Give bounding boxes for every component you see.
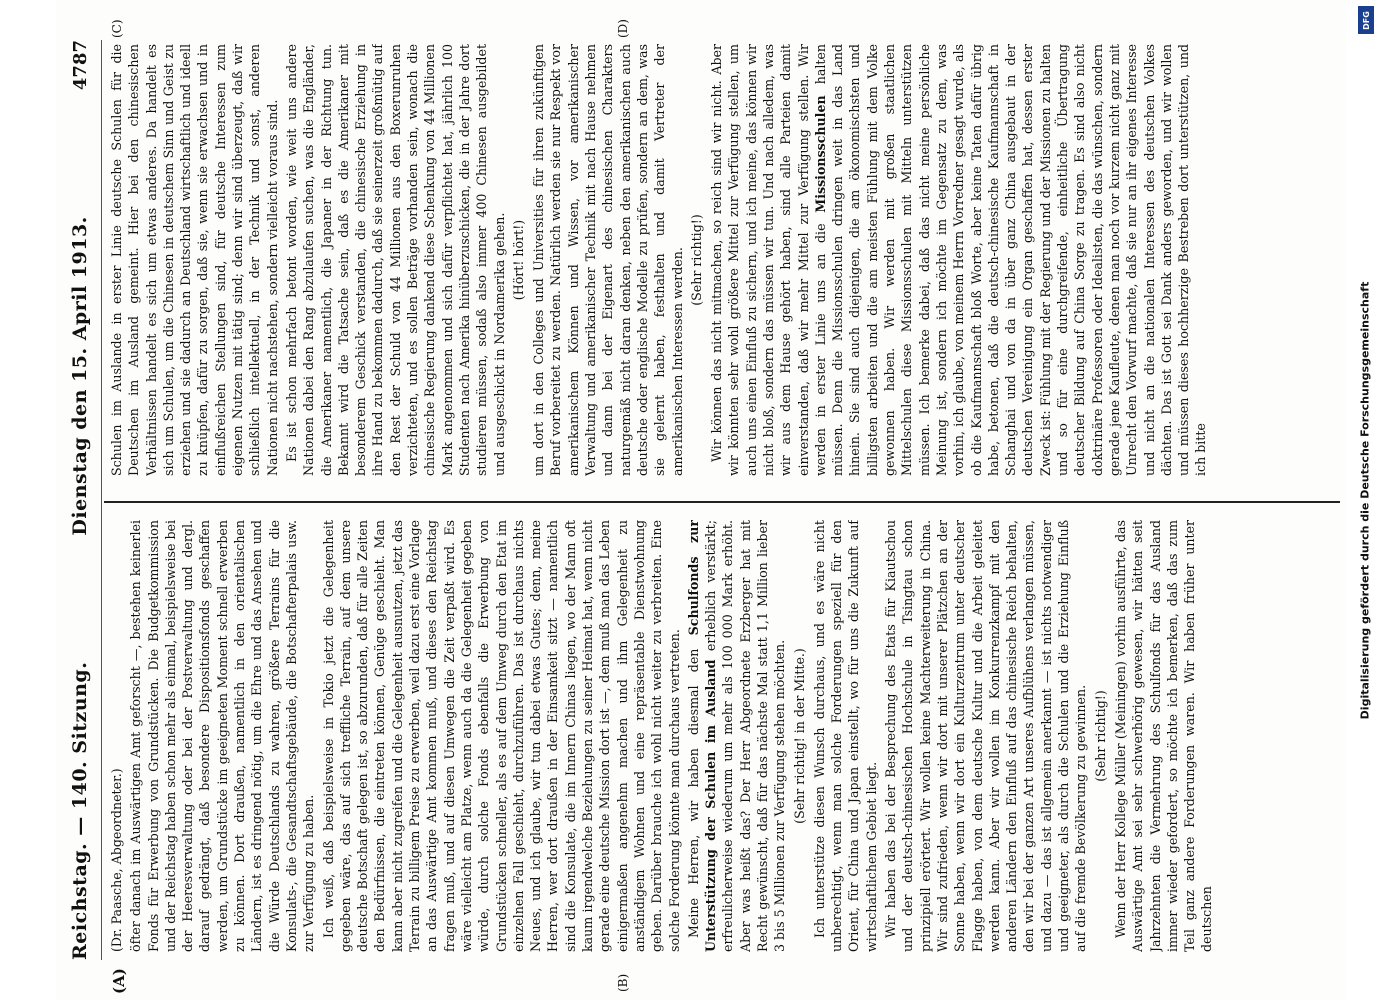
paragraph-rest: erheblich verstärkt; erfreulicherweise wiederum um mehr als 100 000 Mark erhöht. Aber was heißt das? Der Herr Abgeordnete Erzberger hat mit Recht gewünscht, daß für das nächste Mal statt 1,1 Million lieber 3 bis 5 Millionen zur Verfügung stehen möchten. — [703, 520, 788, 952]
header-left-title: Reichstag. — 140. Sitzung. — [69, 661, 91, 960]
paragraph: um dort in den Colleges und Universities für ihren zukünftigen Beruf vorbereitet zu werden. Natürlich werden sie nur Respekt vor amerikanischem Können und Wissen, vor amerikanischer Verwaltung und amerikanischer Technik mit nach Hause nehmen und dann bei der Eigenart des chinesischen Charakters naturgemäß nicht daran denken, neben den amerikanischen auch deutsche oder englische Modelle zu prüfen, sondern an dem, was sie gelernt haben, festhalten und damit Vertreter der amerikanischen Interessen werden. — [531, 44, 685, 476]
header-right-title: Dienstag den 15. April 1913. — [69, 216, 91, 536]
paragraph-rest: halten müssen. Denn die Missionsschulen dringen weit in das Land hinein. Sie sind auch diejenigen, die am ökonomischsten und billigsten arbeiten und die am meisten Fühlung mit dem Volke gewonnen haben. Wir werden mit großen staatlichen Mittelschulen diese Missionsschulen mit Mitteln unterstützen müssen. Ich bemerke dabei, daß das nicht meine persönliche Meinung ist, sondern ich möchte im Gegensatz zu dem, was vorhin, ich glaube, von meinem Herrn Vorredner gesagt wurde, als ob die Kaufmannschaft bloß Worte, aber keine Taten dafür übrig habe, betonen, daß die deutsch-chinesische Kaufmannschaft in Schanghai und von da in über ganz China ausgebaut in der deutschen Vereinigung ein Organ geschaffen hat, dessen erster Zweck ist: Fühlung mit der Regierung und der Missionen zu halten und so für eine durchgreifende, einheitliche Übertragung deutscher Bildung auf China Sorge zu tragen. Es sind also nicht doktrinäre Professoren oder Idealisten, die das wünschen, sondern gerade jene Kaufleute, denen man noch vor kurzem nicht ganz mit Unrecht den Vorwurf machte, daß sie nur an ihr eigenes Interesse und nicht an die nationalen Interessen des deutschen Volkes dächten. Das ist Gott sei Dank anders geworden, und wir wollen und müssen dieses hochherzige Bestreben dort unterstützen, und ich bitte — [812, 44, 1209, 476]
paragraph-intro: Wir können das nicht mitmachen, so reich sind wir nicht. Aber wir könnten sehr wohl größere Mittel zur Verfügung stellen, um auch uns einen Einfluß zu sichern, und ich meine, das können wir nicht bloß, sondern das müssen wir tun. Und nach alledem, was wir aus dem Hause gehört haben, sind alle Parteien damit einverstanden, daß wir mehr Mittel zur Verfügung stellen. Wir werden in erster Linie uns an die — [709, 44, 828, 476]
paragraph: Ich unterstütze diesen Wunsch durchaus, und es wäre nicht unberechtigt, wenn man solche Forderungen speziell für den Orient, für China und Japan einstellt, wo für uns die Zukunft auf wirtschaftlichem Gebiet liegt. — [811, 520, 879, 952]
paragraph: öfter danach im Auswärtigen Amt geforscht —, bestehen keinerlei Fonds für Erwerbung von Grundstücken. Die Budgetkommission und der Reichstag haben schon mehr als einmal, beispielsweise bei der Heeresverwaltung oder bei der Postverwaltung und dergl. darauf gedrängt, daß besondere Dispositionsfonds geschaffen werden, um Grundstücke im geeigneten Moment schnell erwerben zu können. Dort draußen, namentlich in den orientalischen Ländern, ist es dringend nötig, um die Ehre und das Ansehen und die Würde Deutschlands zu wahren, größere Terrains für die Konsulats-, die Gesandtschaftsgebäude, die Botschafterpalais usw. zur Verfügung zu haben. — [128, 520, 317, 952]
paragraph: Schulen im Auslande in erster Linie deutsche Schulen für die Deutschen im Ausland gemeint. Hier bei den chinesischen Verhältnissen handelt es sich um etwas anderes. Da handelt es sich um Schulen, um die Chinesen in deutschem Sinn und Geist zu erziehen und sie dadurch an Deutschland wirtschaftlich und ideell zu knüpfen, dafür zu sorgen, daß sie, wenn sie erwachsen und in einflußreichen Stellungen sind, für deutsche Interessen zum eigenen Nutzen mit tätig sind; denn wir sind überzeugt, daß wir schließlich intellektuell, in der Technik und sonst, anderen Nationen nicht nachstehen, sondern vielleicht voraus sind. — [109, 44, 280, 476]
page-header — [60, 40, 100, 960]
digitization-note — [1354, 8, 1376, 992]
left-column — [108, 520, 1340, 952]
margin-mark-b: (B) — [616, 973, 630, 992]
page-number: 4787 — [69, 40, 91, 91]
digitization-note-text: Digitalisierung gefördert durch die Deutsche Forschungsgemeinschaft — [1358, 281, 1372, 719]
column-divider — [104, 501, 1340, 503]
interjection: (Sehr richtig!) — [1092, 690, 1108, 782]
margin-mark-d: (D) — [616, 19, 630, 38]
paragraph: Wir haben das bei der Besprechung des Etats für Kiautschou und der deutsch-chinesischen Hochschule in Tsingtau schon prinzipiell erörtert. Wir wollen keine Machterweiterung in China. Wir sind zufrieden, wenn wir dort mit unserer Plätzchen an der Sonne haben, wenn wir dort ein Kulturzentrum unter deutscher Flagge haben, von dem deutsche Kultur und die Arbeit geleitet werden kann. Aber wir wollen im Konkurrenzkampf mit den anderen Ländern den Einfluß auf das chinesische Reich behalten, den wir bei der ganzen Art unseres Aufblühens verlangen müssen, und dazu — das ist allgemein anerkannt — ist nichts notwendiger und geeigneter, als durch die Schulen und die Erziehung Einfluß auf die fremde Bevölkerung zu gewinnen. — [883, 520, 1089, 952]
emphasis-schulfonds: Schulfonds zur Unterstützung der Schulen im Ausland — [685, 520, 719, 952]
emphasis-missionsschulen: Missionsschulen — [812, 84, 828, 213]
speaker-line: (Dr. Paasche, Abgeordneter.) — [109, 768, 124, 952]
paragraph — [685, 520, 789, 952]
dfg-logo-text: DFG — [1361, 10, 1371, 30]
newspaper-sheet — [56, 0, 1346, 1000]
paragraph: Ich weiß, daß beispielsweise in Tokio jetzt die Gelegenheit gegeben wäre, das auf sich treffliche Terrain, auf dem unsere deutsche Botschaft gelegen ist, so abzurunden, daß für alle Zeiten den Bedürfnissen, die eintreten können, Genüge geschieht. Man kann aber nicht zugreifen und die Gelegenheit ausnutzen, jetzt das Terrain zu billigem Preise zu erwerben, weil dazu erst eine Vorlage an das Auswärtige Amt kommen muß, und dieses den Reichstag fragen muß, und auf diesen Umwegen die Zeit verpaßt wird. Es wäre vielleicht am Platze, wenn auch da die Gelegenheit gegeben würde, durch solche Fonds ebenfalls die Erwerbung von Grundstücken schneller, als es auf dem Umweg durch den Etat im einzelnen Fall geschieht, durchzuführen. Das ist durchaus nichts Neues, und ich glaube, wir tun dabei etwas Gutes; denn, meine Herren, wer dort draußen in der Einsamkeit sitzt — namentlich sind die Konsulate, die im Innern Chinas liegen, wo der Mann oft kaum irgendwelche Beziehungen zu seiner Heimat hat, wenn nicht gerade eine deutsche Mission dort ist —, dem muß man das Leben einigermaßen angenehm machen und ihm Gelegenheit zu anständigem Wohnen und eine repräsentable Dienstwohnung geben. Darüber brauche ich wohl nicht weiter zu verbreiten. Eine solche Forderung könnte man durchaus vertreten. — [320, 520, 682, 952]
header-rule — [101, 40, 102, 960]
interjection: (Hört! hört!) — [510, 219, 526, 301]
interjection: (Sehr richtig!) — [688, 214, 704, 306]
paragraph: Wenn der Herr Kollege Müller (Meiningen) vorhin ausführte, das Auswärtige Amt sei sehr schwerhörig gewesen, wir hätten seit Jahrzehnten die Vermehrung des Schulfonds für das Ausland immer wieder gefordert, so möchte ich bemerken, daß das zum Teil ganz andere Forderungen waren. Wir haben früher unter deutschen — [1112, 520, 1215, 952]
paragraph: Es ist schon mehrfach betont worden, wie weit uns andere Nationen dabei den Rang abzulaufen suchen, was die Engländer, die Amerikaner namentlich, die Japaner in der Richtung tun. Bekannt wird die Tatsache sein, daß es die Amerikaner mit besonderem Geschick verstanden, die chinesische Erziehung in ihre Hand zu bekommen dadurch, daß sie seinerzeit großmütig auf den Rest der Schuld von 44 Millionen aus den Boxerunruhen verzichteten, und es sollen Beträge vorhanden sein, wonach die chinesische Regierung dankend diese Schenkung von 44 Millionen Mark angenommen und sich dafür verpflichtet hat, jährlich 100 Studenten nach Amerika hinüberzuschicken, die in der Jahre dort studieren müssen, sodaß also immer 400 Chinesen ausgebildet und ausgeschickt in Nordamerika gehen. — [283, 44, 507, 476]
paragraph — [708, 44, 1210, 476]
right-column — [108, 44, 1340, 476]
margin-mark-c: (C) — [110, 19, 124, 38]
interjection: (Sehr richtig! in der Mitte.) — [791, 648, 807, 824]
margin-mark-a: (A) — [110, 968, 128, 994]
paragraph-intro: Meine Herren, wir haben diesmal den — [685, 648, 701, 938]
